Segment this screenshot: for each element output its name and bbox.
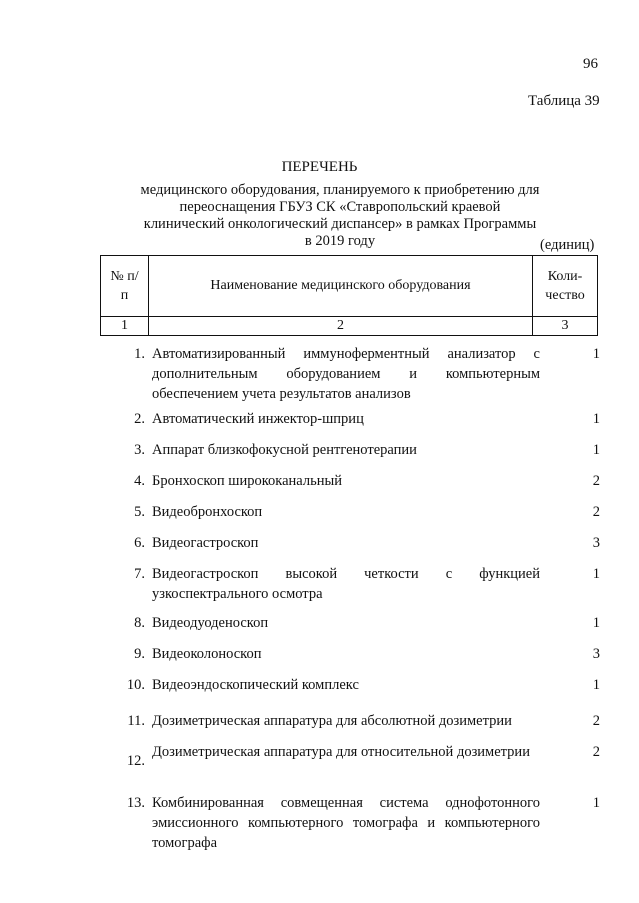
row-number: 5.	[134, 504, 145, 520]
row-quantity: 3	[592, 646, 600, 662]
row-name: Видеоколоноскоп	[152, 646, 262, 662]
document-title: ПЕРЕЧЕНЬ	[281, 159, 358, 175]
row-quantity: 2	[592, 744, 600, 760]
row-name: Автоматизированный иммуноферментный анализатор с дополнительным оборудованием и компьютерным обеспечением учета результатов анализов	[152, 346, 540, 402]
row-number: 1.	[134, 346, 145, 362]
column-header-number	[101, 256, 149, 317]
row-name: Видеодуоденоскоп	[152, 615, 269, 631]
table-caption: Таблица 39	[528, 93, 600, 109]
row-quantity: 2	[592, 504, 600, 520]
row-name: Дозиметрическая аппаратура для абсолютной дозиметрии	[152, 713, 512, 729]
column-index-quantity: 3	[533, 317, 598, 336]
row-quantity: 3	[592, 535, 600, 551]
row-number: 11.	[127, 713, 145, 729]
row-name: Видеоэндоскопический комплекс	[152, 677, 359, 693]
row-quantity: 1	[592, 442, 600, 458]
table-header	[100, 255, 598, 336]
row-quantity: 2	[592, 473, 600, 489]
column-header-name: Наименование медицинского оборудования	[148, 256, 532, 317]
row-quantity: 1	[592, 566, 600, 582]
row-name: Дозиметрическая аппаратура для относительной дозиметрии	[152, 744, 530, 760]
row-name: Бронхоскоп ширококанальный	[152, 473, 342, 489]
row-number: 10.	[126, 677, 145, 693]
row-name: Комбинированная совмещенная система однофотонного эмиссионного компьютерного томографа и компьютерного томографа	[152, 795, 540, 851]
column-header-quantity	[533, 256, 598, 317]
column-header-quantity-label: Коли-чество	[545, 269, 585, 303]
row-number: 13.	[126, 795, 145, 811]
page-number: 96	[583, 56, 598, 72]
row-number: 12.	[126, 753, 145, 769]
document-subtitle: медицинского оборудования, планируемого к приобретению для переоснащения ГБУЗ СК «Ставропольский краевой клинический онкологический диспансер» в рамках Программы в 2019 году	[140, 182, 540, 249]
row-number: 8.	[134, 615, 145, 631]
row-name: Видеобронхоскоп	[152, 504, 263, 520]
row-quantity: 1	[592, 346, 600, 362]
column-header-number-label: № п/п	[110, 269, 139, 303]
row-quantity: 1	[592, 411, 600, 427]
row-number: 2.	[134, 411, 145, 427]
row-quantity: 1	[592, 615, 600, 631]
row-name: Аппарат близкофокусной рентгенотерапии	[152, 442, 417, 458]
column-index-number: 1	[101, 317, 149, 336]
column-index-name: 2	[148, 317, 532, 336]
row-number: 9.	[134, 646, 145, 662]
row-number: 3.	[134, 442, 145, 458]
row-quantity: 2	[592, 713, 600, 729]
row-name: Видеогастроскоп высокой четкости с функцией узкоспектрального осмотра	[152, 566, 540, 602]
row-name: Автоматический инжектор-шприц	[152, 411, 364, 427]
row-name: Видеогастроскоп	[152, 535, 259, 551]
row-quantity: 1	[592, 677, 600, 693]
row-number: 4.	[134, 473, 145, 489]
row-quantity: 1	[592, 795, 600, 811]
units-note: (единиц)	[540, 237, 595, 253]
row-number: 7.	[134, 566, 145, 582]
row-number: 6.	[134, 535, 145, 551]
